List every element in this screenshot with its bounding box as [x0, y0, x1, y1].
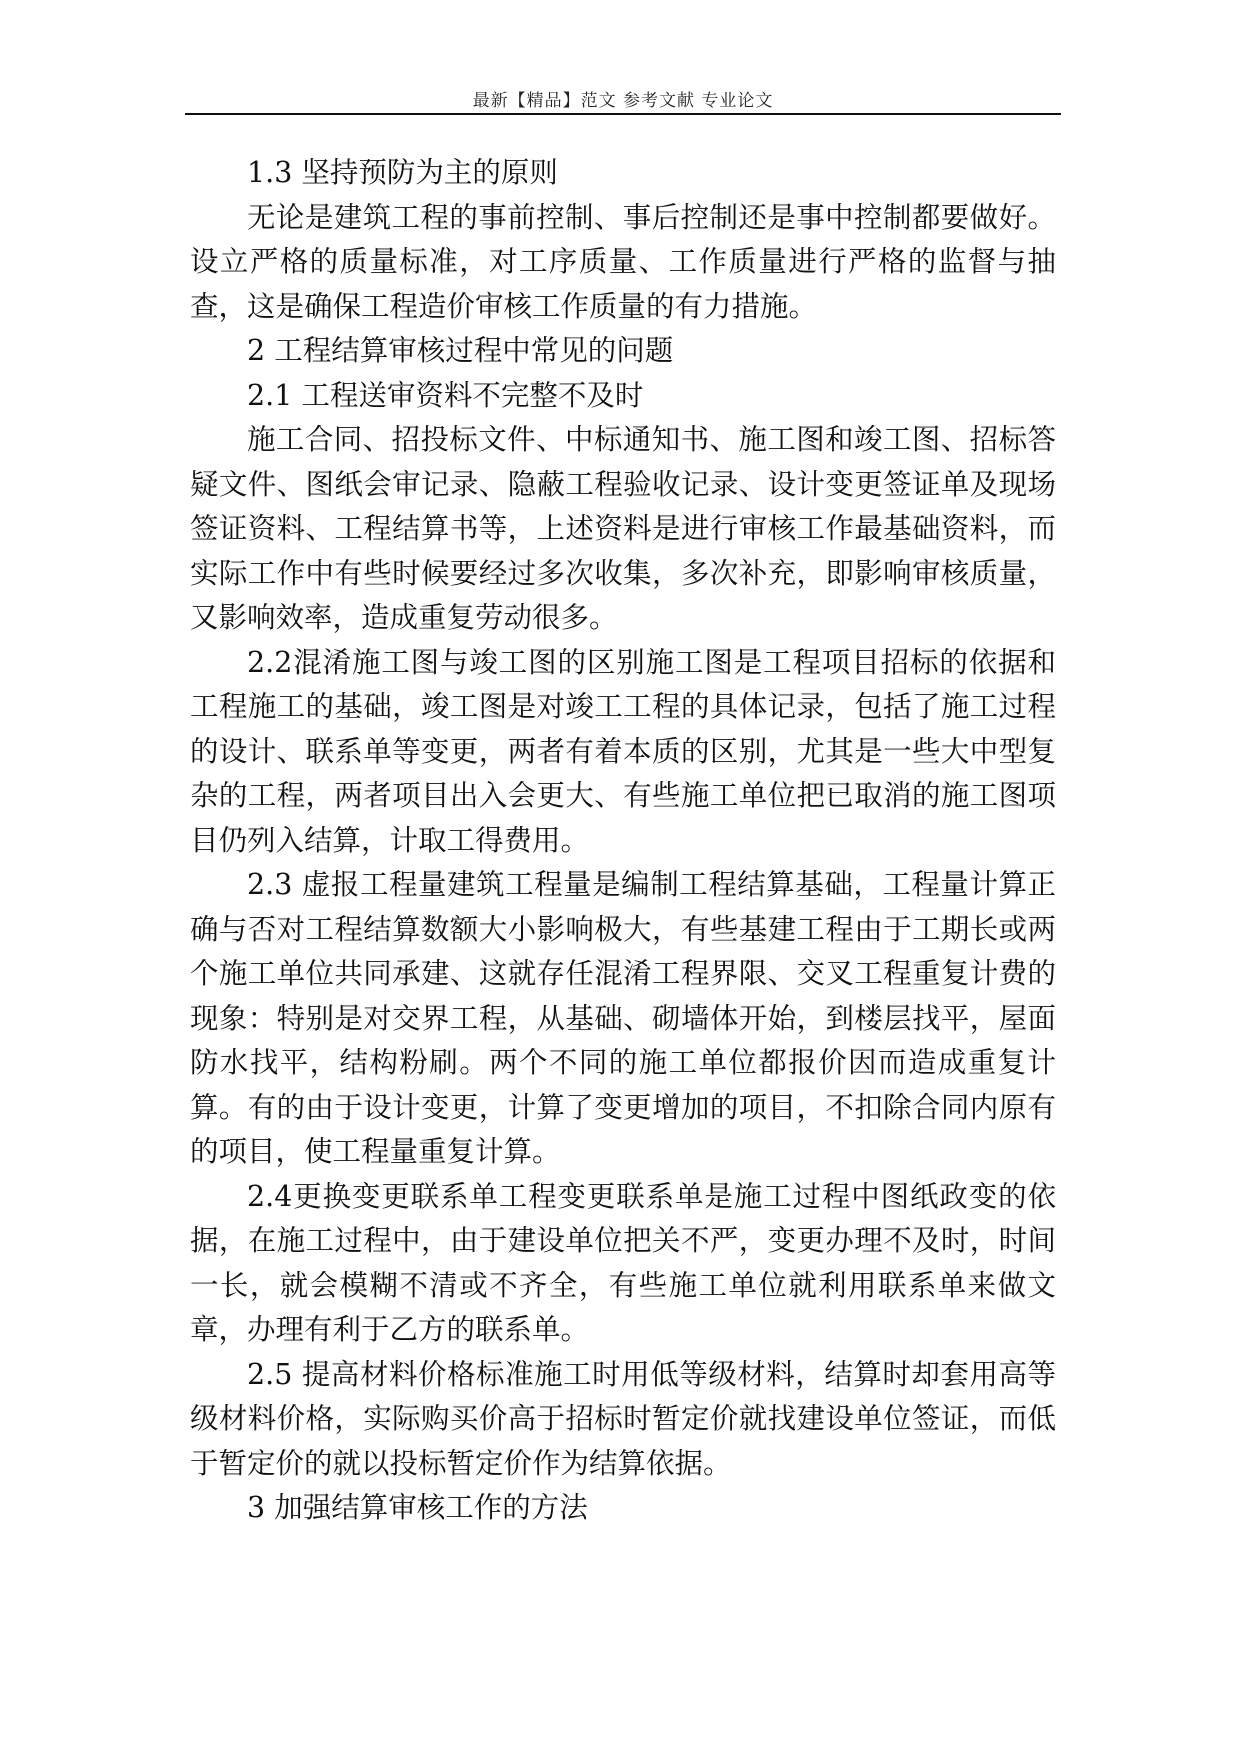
- paragraph-2-3: 2.3 虚报工程量建筑工程量是编制工程结算基础，工程量计算正确与否对工程结算数额大小影响极大，有些基建工程由于工期长或两个施工单位共同承建、这就存任混淆工程界限、交叉工程重复计费的现象：特别是对交界工程，从基础、砌墙体开始，到楼层找平，屋面防水找平，结构粉刷。两个不同的施工单位都报价因而造成重复计算。有的由于设计变更，计算了变更增加的项目，不扣除合同内原有的项目，使工程量重复计算。: [190, 868, 1056, 1168]
- section-heading-2-1: 2.1 工程送审资料不完整不及时: [247, 378, 644, 412]
- paragraph: 无论是建筑工程的事前控制、事后控制还是事中控制都要做好。设立严格的质量标准，对工序质量、工作质量进行严格的监督与抽查，这是确保工程造价审核工作质量的有力措施。: [190, 200, 1056, 323]
- section-heading-3: 3 加强结算审核工作的方法: [247, 1491, 588, 1524]
- paragraph-2-5: 2.5 提高材料价格标准施工时用低等级材料，结算时却套用高等级材料价格，实际购买价高于招标时暂定价就找建设单位签证，而低于暂定价的就以投标暂定价作为结算依据。: [190, 1357, 1056, 1480]
- header-divider: [185, 113, 1061, 115]
- page-header: 最新【精品】范文 参考文献 专业论文: [472, 91, 774, 111]
- document-body: [190, 151, 1056, 1531]
- paragraph: 施工合同、招投标文件、中标通知书、施工图和竣工图、招标答疑文件、图纸会审记录、隐蔽工程验收记录、设计变更签证单及现场签证资料、工程结算书等，上述资料是进行审核工作最基础资料，而实际工作中有些时候要经过多次收集，多次补充，即影响审核质量，又影响效率，造成重复劳动很多。: [190, 423, 1056, 634]
- section-heading-1-3: 1.3 坚持预防为主的原则: [247, 156, 558, 189]
- paragraph-2-4: 2.4更换变更联系单工程变更联系单是施工过程中图纸政变的依据，在施工过程中，由于建设单位把关不严，变更办理不及时，时间一长，就会模糊不清或不齐全，有些施工单位就利用联系单来做文章，办理有利于乙方的联系单。: [190, 1179, 1056, 1346]
- section-heading-2: 2 工程结算审核过程中常见的问题: [247, 334, 674, 367]
- paragraph-2-2: 2.2混淆施工图与竣工图的区别施工图是工程项目招标的依据和工程施工的基础，竣工图是对竣工工程的具体记录，包括了施工过程的设计、联系单等变更，两者有着本质的区别，尤其是一些大中型复杂的工程，两者项目出入会更大、有些施工单位把已取消的施工图项目仍列入结算，计取工得费用。: [190, 645, 1056, 857]
